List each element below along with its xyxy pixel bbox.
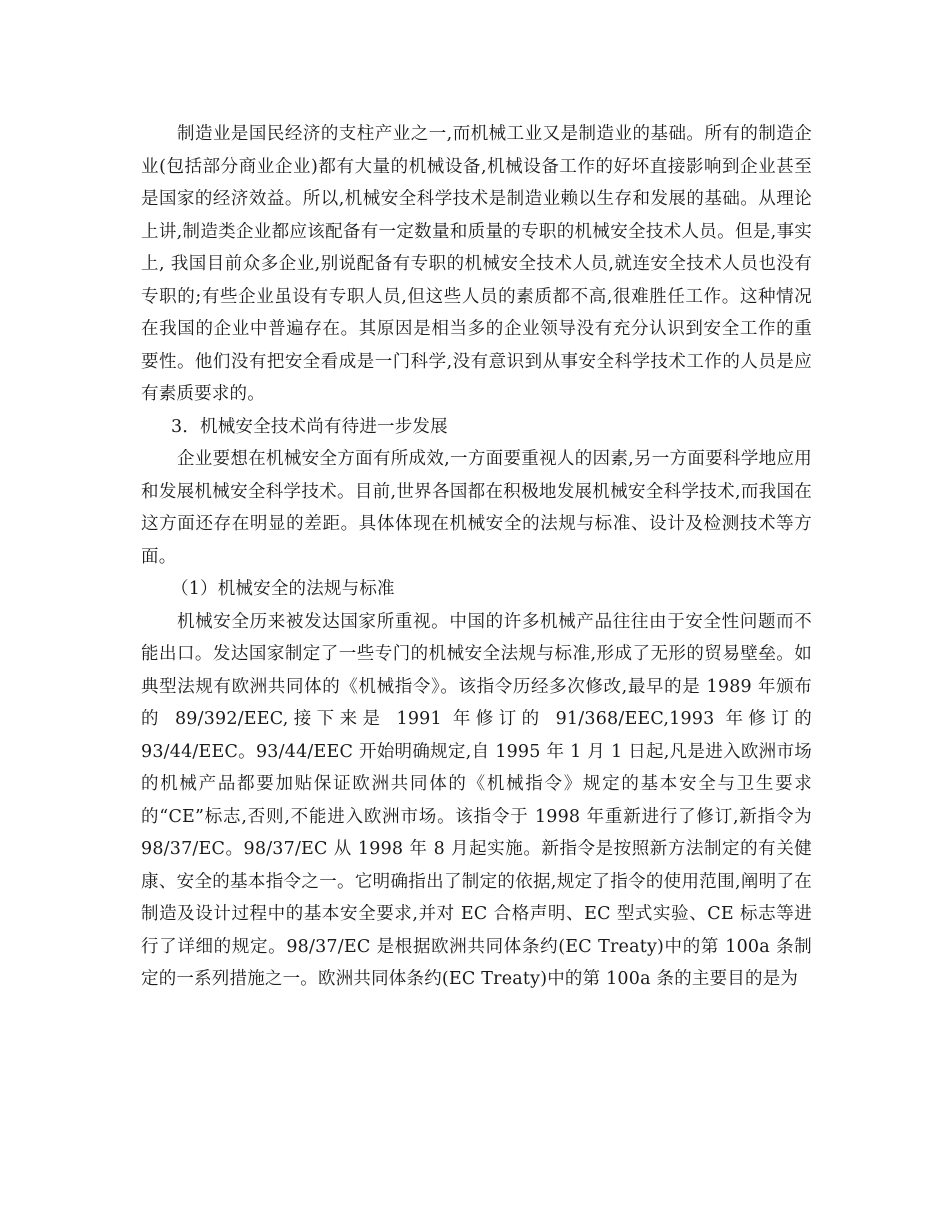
paragraph-2: 企业要想在机械安全方面有所成效,一方面要重视人的因素,另一方面要科学地应用和发展机械安全科学技术。目前,世界各国都在积极地发展机械安全科学技术,而我国在这方面还存在明显的差距。具体体现在机械安全的法规与标准、设计及检测技术等方面。 [141,449,812,567]
subsection-heading-1: （1）机械安全的法规与标准 [171,579,395,599]
section-heading-3: 3．机械安全技术尚有待进一步发展 [171,416,448,437]
paragraph-3: 机械安全历来被发达国家所重视。中国的许多机械产品往往由于安全性问题而不能出口。发达国家制定了一些专门的机械安全法规与标准,形成了无形的贸易壁垒。如典型法规有欧洲共同体的《机械指令》。该指令历经多次修改,最早的是 1989 年颁布的 89/392/EEC,接下来是 1991 年修订的 91/368/EEC,1993 年修订的93/44/EEC。93/44/EEC 开始明确规定,自 1995 年 1 月 1 日起,凡是进入欧洲市场的机械产品都要加贴保证欧洲共同体的《机械指令》规定的基本安全与卫生要求的“CE”标志,否则,不能进入欧洲市场。该指令于 1998 年重新进行了修订,新指令为98/37/EC。98/37/EC 从 1998 年 8 月起实施。新指令是按照新方法制定的有关健康、安全的基本指令之一。它明确指出了制定的依据,规定了指令的使用范围,阐明了在制造及设计过程中的基本安全要求,并对 EC 合格声明、EC 型式实验、CE 标志等进行了详细的规定。98/37/EC 是根据欧洲共同体条约(EC Treaty)中的第 100a 条制定的一系列措施之一。欧洲共同体条约(EC Treaty)中的第 100a 条的主要目的是为 [141,611,812,989]
paragraph-1: 制造业是国民经济的支柱产业之一,而机械工业又是制造业的基础。所有的制造企业(包括部分商业企业)都有大量的机械设备,机械设备工作的好坏直接影响到企业甚至是国家的经济效益。所以,机械安全科学技术是制造业赖以生存和发展的基础。从理论上讲,制造类企业都应该配备有一定数量和质量的专职的机械安全技术人员。但是,事实上, 我国目前众多企业,别说配备有专职的机械安全技术人员,就连安全技术人员也没有专职的;有些企业虽设有专职人员,但这些人员的素质都不高,很难胜任工作。这种情况在我国的企业中普遍存在。其原因是相当多的企业领导没有充分认识到安全工作的重要性。他们没有把安全看成是一门科学,没有意识到从事安全科学技术工作的人员是应有素质要求的。 [141,124,812,404]
